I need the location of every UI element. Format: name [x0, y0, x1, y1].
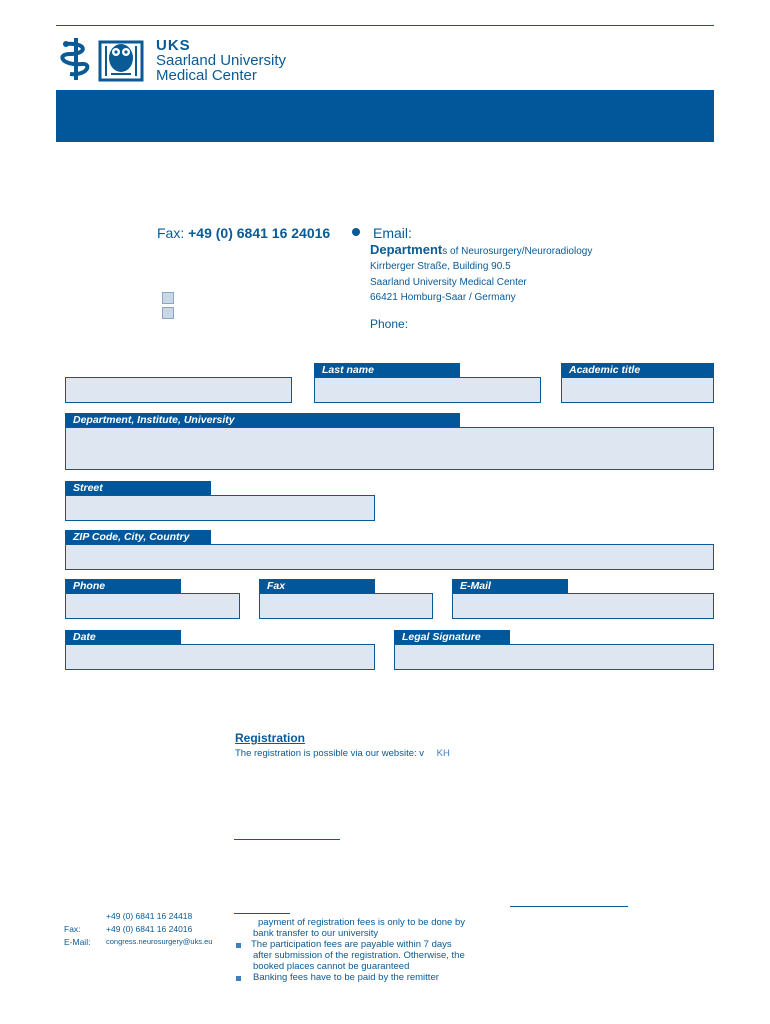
registration-text	[235, 748, 450, 759]
footer-email-value[interactable]: congress.neurosurgery@uks.eu	[106, 937, 213, 946]
uks-owl-seal-icon	[98, 36, 144, 82]
divider-rule-3	[234, 913, 290, 914]
note-banking: Banking fees have to be paid by the remitter	[253, 972, 439, 983]
street-field[interactable]	[65, 495, 375, 521]
registration-title: Registration	[235, 731, 306, 745]
date-label: Date	[65, 630, 181, 644]
academic-title-label: Academic title	[561, 363, 714, 377]
note-payment: payment of registration fees is only to be done by	[258, 917, 466, 928]
department-bold: Department	[370, 242, 443, 257]
fax-field[interactable]	[259, 593, 433, 619]
footer-email-label: E-Mail:	[64, 937, 91, 947]
last-name-label: Last name	[314, 363, 460, 377]
note-participation-2: after submission of the registration. Otherwise, the	[253, 950, 465, 961]
footer-fax-number: +49 (0) 6841 16 24016	[106, 924, 193, 934]
fax-number: +49 (0) 6841 16 24016	[188, 225, 331, 241]
footer-phone-number: +49 (0) 6841 16 24418	[106, 911, 193, 921]
phone-field[interactable]	[65, 593, 240, 619]
fax-label: Fax:	[157, 225, 185, 241]
bullet-square-icon	[236, 976, 241, 981]
first-name-field[interactable]	[65, 377, 292, 403]
academic-title-field[interactable]	[561, 377, 714, 403]
zip-city-country-label: ZIP Code, City, Country	[65, 530, 211, 544]
zip-city-country-field[interactable]	[65, 544, 714, 570]
address-line-2: Saarland University Medical Center	[370, 277, 527, 288]
address-line-1: Kirrberger Straße, Building 90.5	[370, 261, 511, 272]
logo-line2: Medical Center	[156, 67, 257, 84]
email-label: Email:	[373, 225, 412, 241]
note-participation-1: The participation fees are payable within 7 days	[251, 939, 452, 950]
divider-rule-1	[234, 839, 340, 840]
date-field[interactable]	[65, 644, 375, 670]
department-label: Department, Institute, University	[65, 413, 460, 427]
uks-snake-logo-icon	[58, 36, 94, 82]
bullet-square-icon	[236, 943, 241, 948]
department-rest: s of Neurosurgery/Neuroradiology	[442, 246, 593, 257]
signature-field[interactable]	[394, 644, 714, 670]
last-name-field[interactable]	[314, 377, 541, 403]
email-field[interactable]	[452, 593, 714, 619]
registration-sentence: The registration is possible via our website: v	[235, 748, 425, 759]
registration-link[interactable]: KH	[436, 748, 450, 759]
email-form-label: E-Mail	[452, 579, 568, 593]
department-line	[370, 242, 592, 257]
fax-form-label: Fax	[259, 579, 375, 593]
note-payment-cont: bank transfer to our university	[253, 928, 379, 939]
top-rule	[56, 25, 714, 26]
phone-label: Phone:	[370, 317, 409, 331]
logo-wordmark	[156, 38, 286, 83]
fax-line	[157, 225, 330, 241]
street-label: Street	[65, 481, 211, 495]
title-banner	[56, 90, 714, 142]
address-line-3: 66421 Homburg-Saar / Germany	[370, 292, 516, 303]
note-participation-3: booked places cannot be guaranteed	[253, 961, 410, 972]
phone-form-label: Phone	[65, 579, 181, 593]
checkbox-2[interactable]	[162, 307, 174, 319]
logo-line1: Saarland University	[156, 52, 287, 69]
department-field[interactable]	[65, 427, 714, 470]
logo-abbr: UKS	[156, 37, 191, 54]
footer-fax-label: Fax:	[64, 924, 81, 934]
bullet-dot-icon	[352, 228, 360, 236]
divider-rule-2	[510, 906, 628, 907]
checkbox-1[interactable]	[162, 292, 174, 304]
signature-label: Legal Signature	[394, 630, 510, 644]
